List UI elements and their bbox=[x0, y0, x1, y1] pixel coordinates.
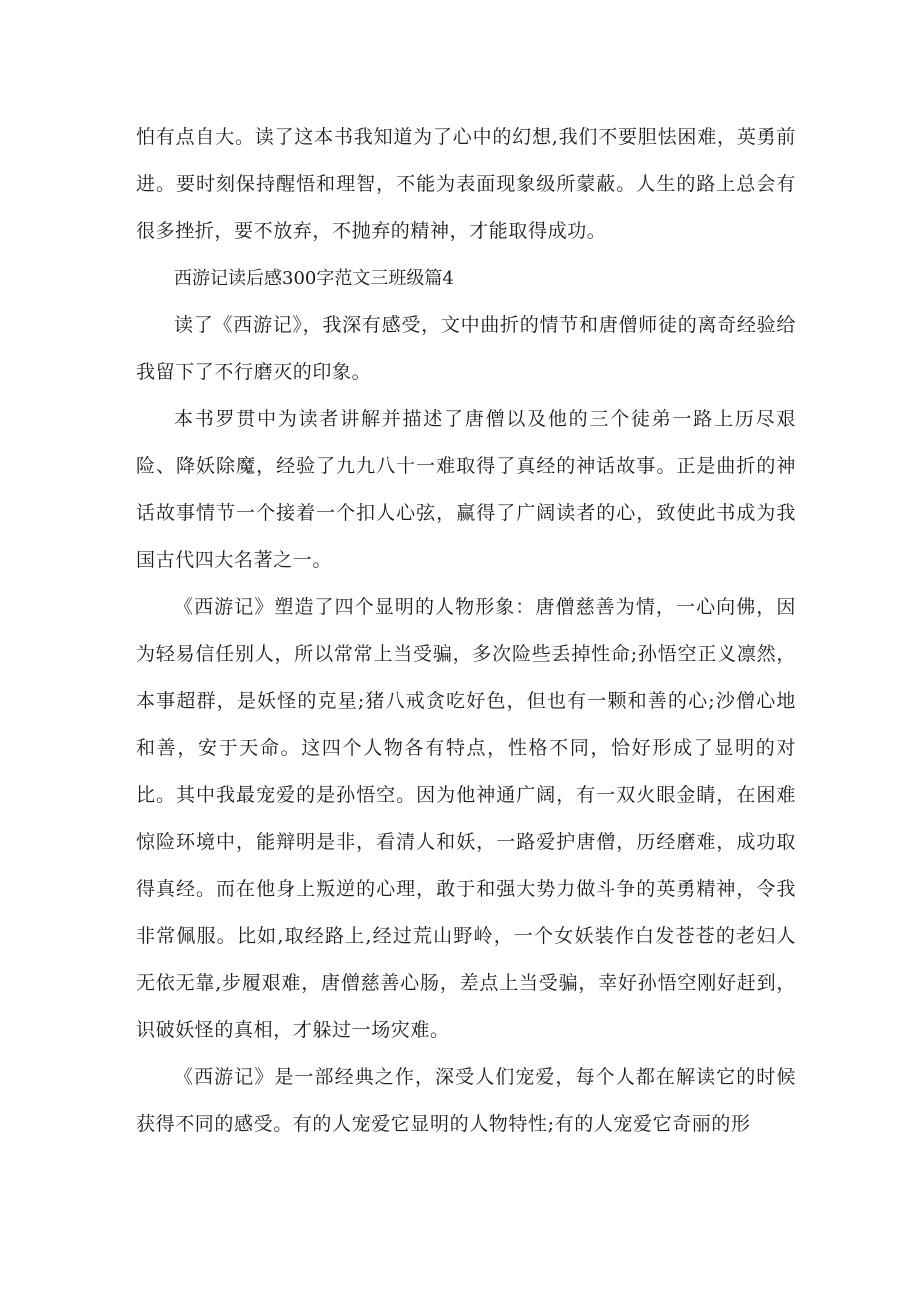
paragraph-characters: 《西游记》塑造了四个显明的人物形象：唐僧慈善为情，一心向佛，因为轻易信任别人，所以常常上当受骗，多次险些丢掉性命;孙悟空正义凛然，本事超群，是妖怪的克星;猪八戒贪吃好色，但也有一颗和善的心;沙僧心地和善，安于天命。这四个人物各有特点，性格不同，恰好形成了显明的对比。其中我最宠爱的是孙悟空。因为他神通广阔，有一双火眼金睛，在困难惊险环境中，能辩明是非，看清人和妖，一路爱护唐僧，历经磨难，成功取得真经。而在他身上叛逆的心理，敢于和强大势力做斗争的英勇精神，令我非常佩服。比如,取经路上,经过荒山野岭，一个女妖装作白发苍苍的老妇人无依无靠,步履艰难，唐僧慈善心肠，差点上当受骗，幸好孙悟空刚好赶到，识破妖怪的真相，才躲过一场灾难。 bbox=[136, 596, 796, 1041]
paragraph-intro: 读了《西游记》，我深有感受，文中曲折的情节和唐僧师徒的离奇经验给我留下了不行磨灭的印象。 bbox=[136, 314, 796, 383]
paragraph-summary: 本书罗贯中为读者讲解并描述了唐僧以及他的三个徒弟一路上历尽艰险、降妖除魔，经验了九九八十一难取得了真经的神话故事。正是曲折的神话故事情节一个接着一个扣人心弦，赢得了广阔读者的心，致使此书成为我国古代四大名著之一。 bbox=[136, 408, 796, 571]
paragraph-conclusion: 《西游记》是一部经典之作，深受人们宠爱，每个人都在解读它的时候获得不同的感受。有的人宠爱它显明的人物特性;有的人宠爱它奇丽的形 bbox=[136, 1066, 796, 1135]
document-body bbox=[136, 114, 796, 1148]
section-heading: 西游记读后感300字范文三班级篇4 bbox=[174, 268, 454, 289]
paragraph-continuation: 怕有点自大。读了这本书我知道为了心中的幻想,我们不要胆怯困难，英勇前进。要时刻保持醒悟和理智，不能为表面现象级所蒙蔽。人生的路上总会有很多挫折，要不放弃，不抛弃的精神，才能取得成功。 bbox=[136, 126, 796, 242]
